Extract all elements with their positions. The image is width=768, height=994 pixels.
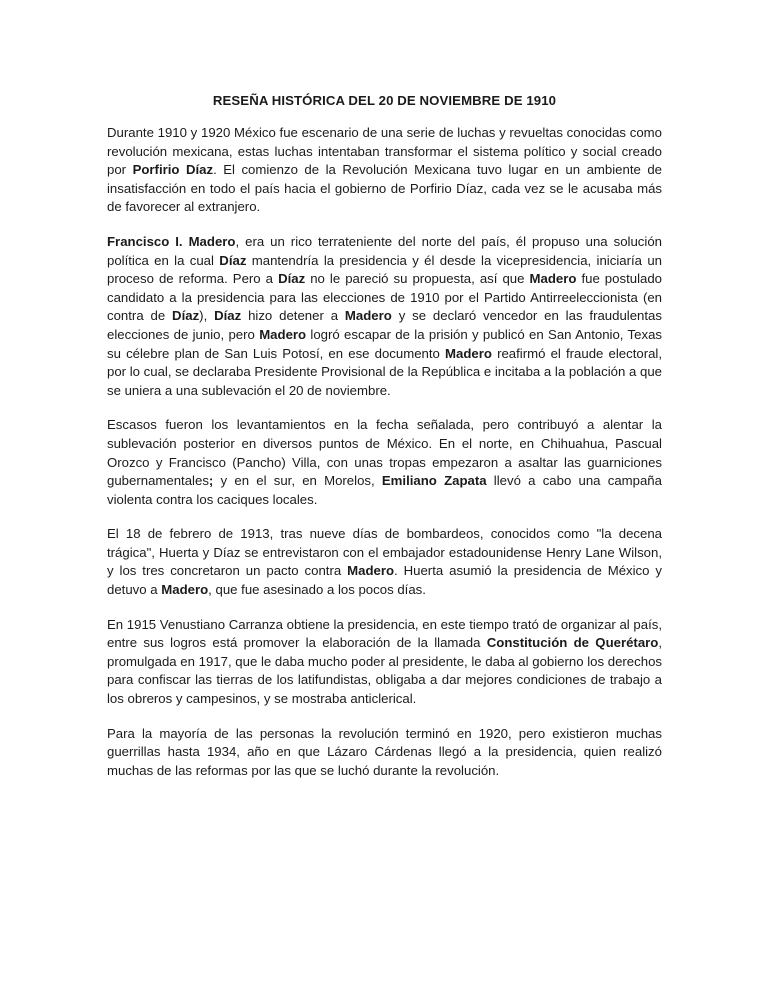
text-run: En 1915 Venustiano Carranza obtiene la presidencia, en este tiempo trató de organizar al país, entre sus logros está promover la elaboración de la llamada <box>107 616 662 651</box>
bold-text: Madero <box>161 582 209 598</box>
text-run: llevó a cabo una campaña violenta contra los caciques locales. <box>107 473 662 507</box>
text-run: fue postulado candidato a la presidencia para las elecciones de 1910 por el Partido Antirreeleccionista (en contra de <box>107 271 663 324</box>
text-run: logró escapar de la prisión y publicó en San Antonio, Texas su célebre plan de San Luis Potosí, en ese documento <box>107 326 663 361</box>
text-run: no le pareció su propuesta, así que <box>305 271 530 287</box>
text-run: , promulgada en 1917, que le daba mucho poder al presidente, le daba al gobierno los derechos para confiscar las tierras de los latifundistas, obligaba a dar mejores condiciones de trabajo a los obreros y campesinos, y se mostraba anticlerical. <box>107 635 663 707</box>
paragraph <box>107 616 662 709</box>
text-run: reafirmó el fraude electoral, por lo cual, se declaraba Presidente Provisional de la República e incitaba a la población a que se uniera a una sublevación el 20 de noviembre. <box>107 345 663 398</box>
bold-text: Díaz <box>278 271 306 287</box>
bold-text: Madero <box>445 345 492 361</box>
bold-text: ; <box>208 473 214 489</box>
text-run: y en el sur, en Morelos, <box>213 473 382 489</box>
bold-text: Emiliano Zapata <box>381 473 487 489</box>
bold-text: Porfirio Díaz <box>132 162 214 178</box>
text-run: y se declaró vencedor en las fraudulentas elecciones de junio, pero <box>107 308 662 342</box>
text-run: hizo detener a <box>241 308 345 324</box>
paragraph <box>107 416 662 509</box>
text-run: Escasos fueron los levantamientos en la fecha señalada, pero contribuyó a alentar la sublevación posterior en diversos puntos de México. En el norte, en Chihuahua, Pascual Orozco y Francisco (Pancho) Villa, con unas tropas empezaron a asaltar las guarniciones gubernamentales <box>107 417 662 489</box>
bold-text: Díaz <box>214 308 242 324</box>
text-run: mantendría la presidencia y él desde la vicepresidencia, iniciaría un proceso de reforma. Pero a <box>107 252 662 287</box>
paragraph <box>107 725 662 781</box>
paragraph <box>107 233 662 400</box>
bold-text: Díaz <box>219 252 247 268</box>
document-page <box>107 92 662 796</box>
bold-text: Madero <box>344 308 392 324</box>
text-run: , que fue asesinado a los pocos días. <box>208 582 426 598</box>
document-body <box>107 124 662 780</box>
bold-text: Madero <box>529 271 577 287</box>
paragraph <box>107 525 662 599</box>
text-run: Para la mayoría de las personas la revolución terminó en 1920, pero existieron muchas guerrillas hasta 1934, año en que Lázaro Cárdenas llegó a la presidencia, quien realizó muchas de las reformas por las que se luchó durante la revolución. <box>107 725 662 778</box>
bold-text: Constitución de Querétaro <box>486 635 659 651</box>
bold-text: Díaz <box>172 308 200 324</box>
text-run: El 18 de febrero de 1913, tras nueve días de bombardeos, conocidos como "la decena trágica", Huerta y Díaz se entrevistaron con el embajador estadounidense Henry Lane Wilson, y los tres concretaron un pacto contra <box>107 526 662 579</box>
text-run: Durante 1910 y 1920 México fue escenario de una serie de luchas y revueltas conocidas como revolución mexicana, estas luchas intentaban transformar el sistema político y social creado por <box>107 125 662 178</box>
text-run: . Huerta asumió la presidencia de México y detuvo a <box>107 563 662 598</box>
bold-text: Francisco I. Madero <box>107 233 236 249</box>
document-title: RESEÑA HISTÓRICA DEL 20 DE NOVIEMBRE DE 1910 <box>212 93 557 108</box>
bold-text: Madero <box>259 326 307 342</box>
bold-text: Madero <box>347 563 395 579</box>
paragraph <box>107 124 662 217</box>
text-run: . El comienzo de la Revolución Mexicana tuvo lugar en un ambiente de insatisfacción en todo el país hacia el gobierno de Porfirio Díaz, cada vez se le acusaba más de favorecer al extranjero. <box>107 162 662 215</box>
text-run: , era un rico terrateniente del norte del país, él propuso una solución política en la cual <box>107 233 663 268</box>
text-run: ), <box>199 308 215 324</box>
